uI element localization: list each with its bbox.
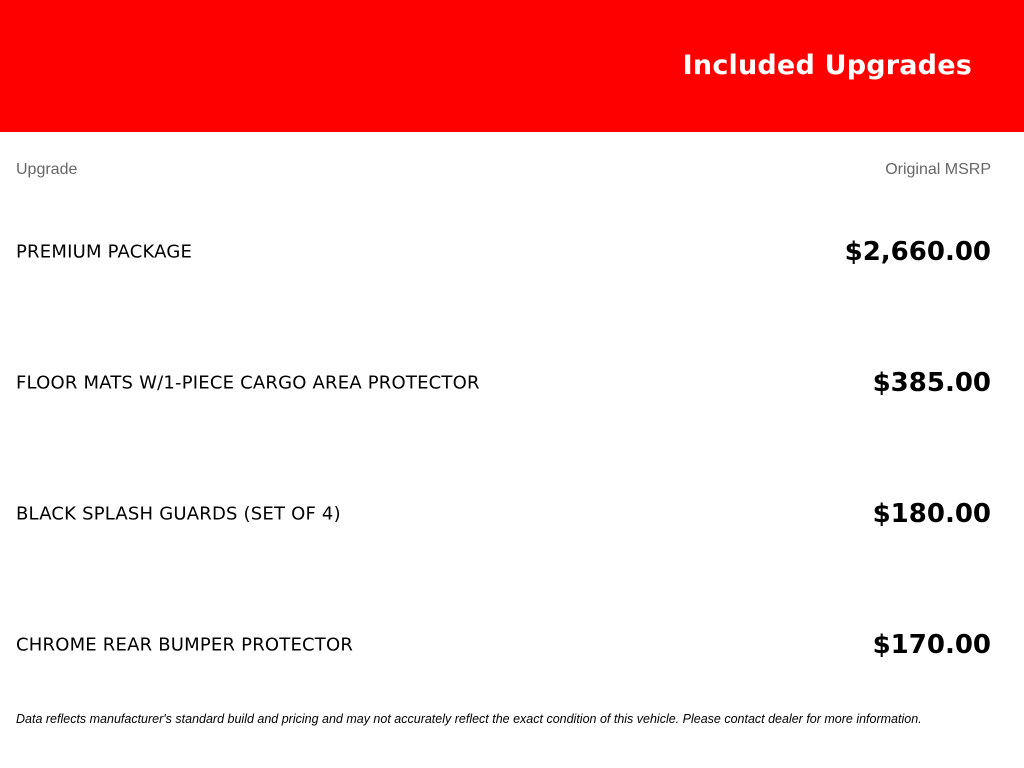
upgrade-price: $385.00 xyxy=(872,368,991,398)
upgrade-row xyxy=(16,363,991,403)
upgrade-name: BLACK SPLASH GUARDS (SET OF 4) xyxy=(16,503,341,525)
upgrade-price: $180.00 xyxy=(872,499,991,529)
upgrade-row xyxy=(16,625,991,665)
column-header-msrp: Original MSRP xyxy=(885,161,991,178)
upgrade-name: PREMIUM PACKAGE xyxy=(16,241,193,263)
upgrade-name: FLOOR MATS W/1-PIECE CARGO AREA PROTECTOR xyxy=(16,372,480,394)
upgrade-name: CHROME REAR BUMPER PROTECTOR xyxy=(16,634,354,656)
disclaimer-text: Data reflects manufacturer's standard build and pricing and may not accurately reflect the exact condition of this vehicle. Please contact dealer for more information. xyxy=(16,712,922,726)
page-title: Included Upgrades xyxy=(682,50,972,81)
upgrade-row xyxy=(16,232,991,272)
upgrade-row xyxy=(16,494,991,534)
column-header-upgrade: Upgrade xyxy=(16,161,78,178)
upgrade-price: $2,660.00 xyxy=(844,237,991,267)
upgrade-price: $170.00 xyxy=(872,630,991,660)
header-banner xyxy=(0,0,1024,132)
